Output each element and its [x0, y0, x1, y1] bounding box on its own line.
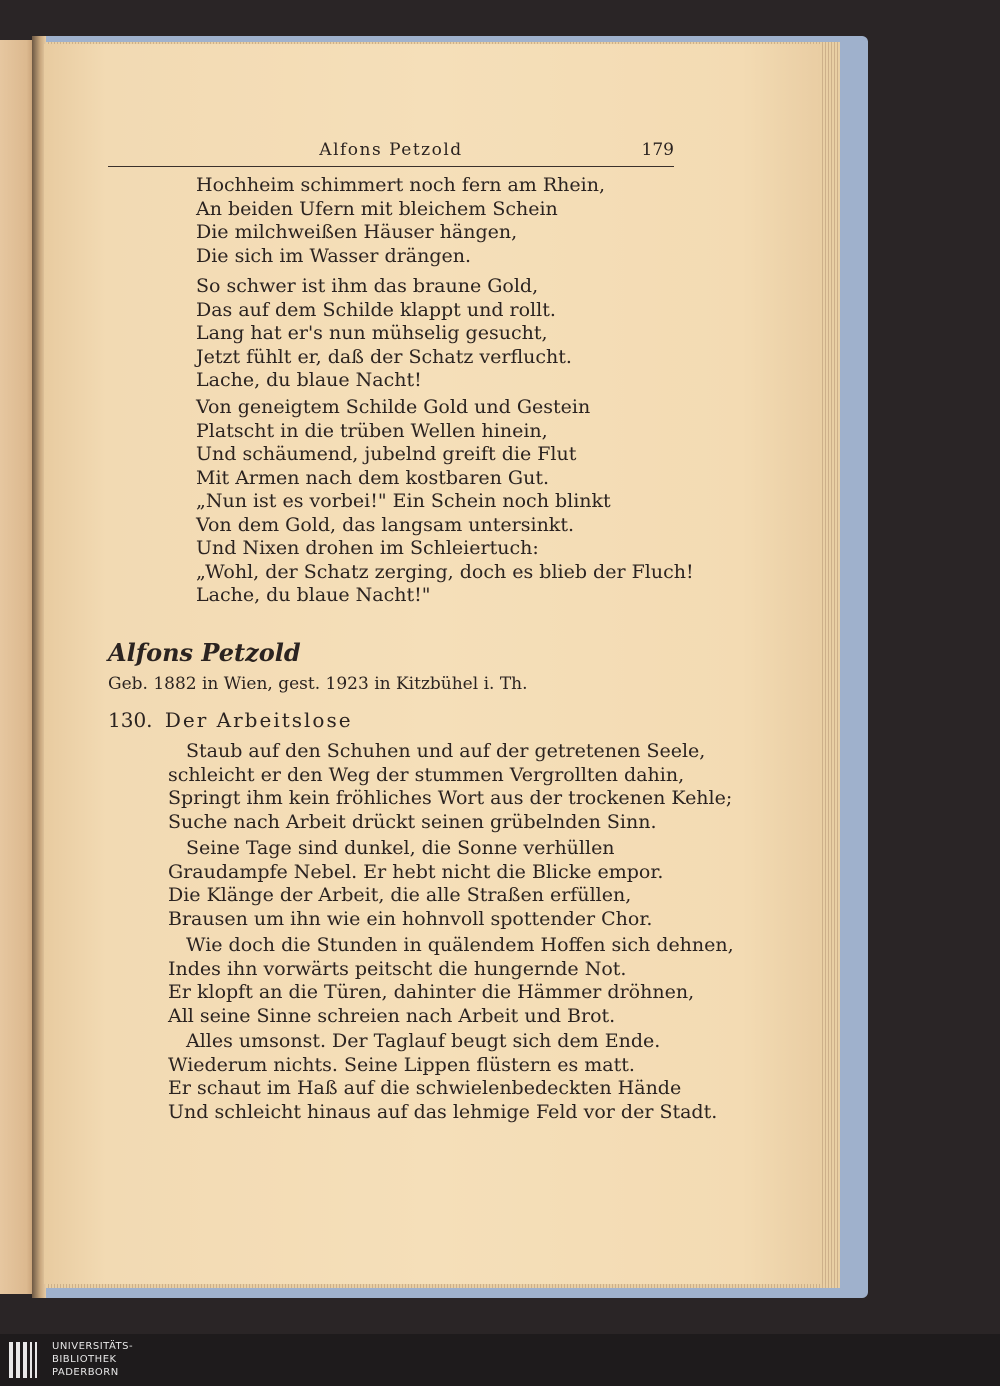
- verse-line: Und schleicht hinaus auf das lehmige Feld vor der Stadt.: [168, 1100, 718, 1123]
- verse-line: Wie doch die Stunden in quälendem Hoffen sich dehnen,: [186, 934, 734, 956]
- verse-line: Hochheim schimmert noch fern am Rhein,: [196, 174, 605, 196]
- verse-line: Staub auf den Schuhen und auf der getretenen Seele,: [186, 740, 706, 762]
- stanza: [168, 934, 734, 1028]
- verse-line: schleicht er den Weg der stummen Vergrollten dahin,: [168, 763, 685, 786]
- library-logo: [0, 1334, 1000, 1386]
- stanza: [196, 490, 694, 608]
- verse-line: Lache, du blaue Nacht!": [196, 584, 431, 606]
- verse-line: So schwer ist ihm das braune Gold,: [196, 275, 539, 297]
- book-page: [44, 44, 820, 1284]
- poem-number: 130.: [108, 708, 153, 732]
- verse-line: Und schäumend, jubelnd greift die Flut: [196, 443, 577, 465]
- verse-line: Von dem Gold, das langsam untersinkt.: [196, 513, 574, 536]
- verse-line: Brausen um ihn wie ein hohnvoll spottender Chor.: [168, 907, 653, 930]
- verse-line: Die sich im Wasser drängen.: [196, 244, 472, 267]
- verse-line: Platscht in die trüben Wellen hinein,: [196, 419, 548, 442]
- library-logo-icon: [8, 1340, 42, 1380]
- verse-line: Lang hat er's nun mühselig gesucht,: [196, 322, 548, 344]
- verse-line: Von geneigtem Schilde Gold und Gestein: [196, 396, 591, 418]
- library-logo-text: [52, 1340, 133, 1379]
- verse-line: Jetzt fühlt er, daß der Schatz verflucht.: [196, 345, 572, 368]
- logo-line: BIBLIOTHEK: [52, 1354, 117, 1365]
- verse-line: Mit Armen nach dem kostbaren Gut.: [196, 466, 550, 489]
- verse-line: Seine Tage sind dunkel, die Sonne verhüllen: [186, 837, 615, 859]
- author-name: Alfons Petzold: [108, 638, 301, 667]
- verse-line: Das auf dem Schilde klappt und rollt.: [196, 298, 556, 321]
- verse-line: Lache, du blaue Nacht!: [196, 369, 422, 391]
- stanza: [168, 837, 663, 931]
- verse-line: An beiden Ufern mit bleichem Schein: [196, 197, 558, 220]
- stanza: [196, 396, 590, 490]
- verse-line: Indes ihn vorwärts peitscht die hungernde Not.: [168, 957, 627, 980]
- verse-line: All seine Sinne schreien nach Arbeit und Brot.: [168, 1004, 616, 1027]
- verse-line: „Nun ist es vorbei!" Ein Schein noch blinkt: [196, 490, 611, 512]
- verse-line: Wiederum nichts. Seine Lippen flüstern es matt.: [168, 1053, 635, 1076]
- verse-line: Graudampfe Nebel. Er hebt nicht die Blicke empor.: [168, 860, 664, 883]
- verse-line: Springt ihm kein fröhliches Wort aus der trockenen Kehle;: [168, 787, 733, 809]
- logo-line: UNIVERSITÄTS-: [52, 1341, 134, 1352]
- verse-line: Die Klänge der Arbeit, die alle Straßen erfüllen,: [168, 884, 632, 906]
- stanza: [168, 740, 732, 834]
- stanza: [168, 1030, 717, 1124]
- verse-line: Er schaut im Haß auf die schwielenbedeckten Hände: [168, 1077, 682, 1099]
- stanza: [196, 275, 572, 393]
- verse-line: Suche nach Arbeit drückt seinen grübelnden Sinn.: [168, 810, 657, 833]
- verse-line: Die milchweißen Häuser hängen,: [196, 221, 518, 243]
- running-head: Alfons Petzold: [319, 140, 463, 160]
- verse-line: „Wohl, der Schatz zerging, doch es blieb der Fluch!: [196, 560, 694, 583]
- poem-title: Der Arbeitslose: [164, 708, 353, 732]
- poem-heading: [108, 708, 353, 732]
- verse-line: Er klopft an die Türen, dahinter die Hämmer dröhnen,: [168, 981, 695, 1003]
- page-header: [108, 140, 674, 167]
- verse-line: Und Nixen drohen im Schleiertuch:: [196, 537, 539, 559]
- verse-line: Alles umsonst. Der Taglauf beugt sich dem Ende.: [186, 1030, 661, 1052]
- logo-line: PADERBORN: [52, 1367, 119, 1378]
- stanza: [196, 174, 605, 268]
- page-number: 179: [641, 140, 674, 160]
- author-bio: Geb. 1882 in Wien, gest. 1923 in Kitzbühel i. Th.: [108, 674, 528, 694]
